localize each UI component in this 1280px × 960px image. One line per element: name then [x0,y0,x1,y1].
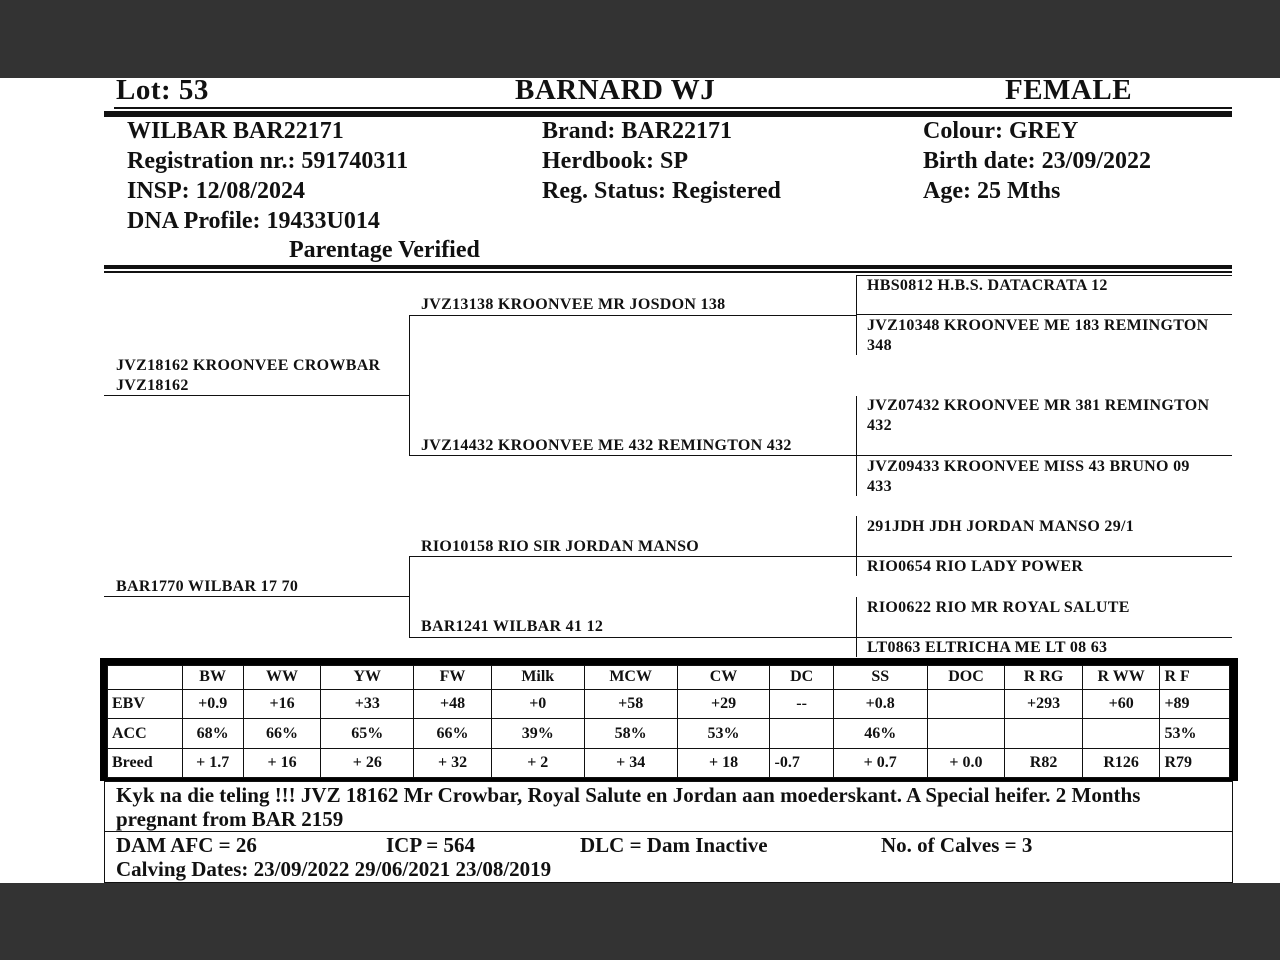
notes-divider [104,831,1232,832]
ebv-header-cell: DOC [927,666,1005,690]
ggp-line-2 [856,455,1232,456]
ebv-cell: +0.9 [182,689,243,719]
ebv-header-cell: SS [833,666,927,690]
ggp-3: JVZ07432 KROONVEE MR 381 REMINGTON 432 [867,397,1210,434]
ebv-cell [927,689,1005,719]
dna-profile: DNA Profile: 19433U014 [127,208,380,234]
ebv-cell: +29 [677,689,770,719]
acc-cell: 53% [677,719,770,749]
herdbook: Herdbook: SP [542,148,689,174]
dam-dlc: DLC = Dam Inactive [580,833,768,857]
age: Age: 25 Mths [923,178,1061,204]
ggp-2: JVZ10348 KROONVEE ME 183 REMINGTON 348 [867,317,1209,354]
breed-cell: + 1.7 [182,749,243,778]
acc-row [108,719,1230,749]
animal-name: WILBAR BAR22171 [127,118,344,144]
ebv-cell: +60 [1082,689,1160,719]
ebv-row [108,689,1230,719]
ebv-cell: +0 [491,689,584,719]
breed-cell: R79 [1160,749,1230,778]
dam-calves: No. of Calves = 3 [881,833,1033,857]
ebv-cell: +0.8 [833,689,927,719]
ggp-line-1 [856,314,1232,315]
breed-cell: + 18 [677,749,770,778]
ebv-cell: +48 [414,689,492,719]
ggp-5: 291JDH JDH JORDAN MANSO 29/1 [867,518,1135,535]
breed-row [108,749,1230,778]
sd-bracket [856,396,857,496]
ebv-cell: +58 [584,689,677,719]
ss-underline [409,315,856,316]
sex-label: FEMALE [1005,74,1133,106]
ebv-cell: +89 [1160,689,1230,719]
breed-cell: + 16 [243,749,321,778]
acc-cell: 53% [1160,719,1230,749]
ss-bracket [856,275,857,355]
ebv-header-cell: MCW [584,666,677,690]
registration-number: Registration nr.: 591740311 [127,148,409,174]
acc-cell [1005,719,1083,749]
ebv-cell: +33 [321,689,414,719]
ggp-1: HBS0812 H.B.S. DATACRATA 12 [867,277,1108,294]
ebv-cell: -- [770,689,833,719]
header-divider-thin [114,107,1232,109]
ebv-header-cell: CW [677,666,770,690]
notes-text: Kyk na die teling !!! JVZ 18162 Mr Crowbar, Royal Salute en Jordan aan moederskant. A Special heifer. 2 Months pregnant from BAR 2159 [116,783,1141,831]
ebv-table [107,665,1230,778]
breed-cell: + 2 [491,749,584,778]
breed-cell: + 26 [321,749,414,778]
ebv-header-cell: DC [770,666,833,690]
ebv-header-cell [108,666,183,690]
breed-cell: + 32 [414,749,492,778]
ds-underline [409,556,856,557]
brand: Brand: BAR22171 [542,118,733,144]
ebv-cell: +16 [243,689,321,719]
acc-cell: 66% [243,719,321,749]
pedigree-dam-sire: RIO10158 RIO SIR JORDAN MANSO [421,538,700,555]
breeder-name: BARNARD WJ [515,74,716,106]
breed-cell: -0.7 [770,749,833,778]
ebv-cell: +293 [1005,689,1083,719]
dd-bracket [856,597,857,657]
dam-icp: ICP = 564 [386,833,475,857]
ebv-header-cell: R RG [1005,666,1083,690]
dam-afc: DAM AFC = 26 [116,833,257,857]
acc-cell: 66% [414,719,492,749]
calving-dates: Calving Dates: 23/09/2022 29/06/2021 23/08/2019 [116,857,552,881]
pedigree-sire-dam: JVZ14432 KROONVEE ME 432 REMINGTON 432 [421,437,792,454]
ggp-6: RIO0654 RIO LADY POWER [867,558,1084,575]
info-divider-thick [104,265,1232,269]
ggp-4: JVZ09433 KROONVEE MISS 43 BRUNO 09 433 [867,458,1190,495]
ebv-header-cell: R WW [1082,666,1160,690]
acc-cell: 58% [584,719,677,749]
birth-date: Birth date: 23/09/2022 [923,148,1151,174]
sd-underline [409,455,856,456]
ebv-row-label: EBV [108,689,183,719]
ebv-header-cell: YW [321,666,414,690]
acc-cell [1082,719,1160,749]
dd-underline [409,637,856,638]
acc-cell: 39% [491,719,584,749]
registration-status: Reg. Status: Registered [542,178,781,204]
breed-cell: + 0.7 [833,749,927,778]
ebv-header-cell: FW [414,666,492,690]
ggp-8: LT0863 ELTRICHA ME LT 08 63 [867,639,1108,656]
acc-cell [927,719,1005,749]
sire-bracket [409,315,410,456]
ebv-header-cell: Milk [491,666,584,690]
ggp-7: RIO0622 RIO MR ROYAL SALUTE [867,599,1130,616]
dam-bracket [409,556,410,637]
pedigree-sire: JVZ18162 KROONVEE CROWBAR JVZ18162 [116,357,381,394]
acc-cell [770,719,833,749]
ebv-row-label: Breed [108,749,183,778]
acc-cell: 68% [182,719,243,749]
inspection-date: INSP: 12/08/2024 [127,178,306,204]
breed-cell: + 34 [584,749,677,778]
info-divider-thin [104,271,1232,273]
acc-cell: 46% [833,719,927,749]
acc-cell: 65% [321,719,414,749]
pedigree-dam-dam: BAR1241 WILBAR 41 12 [421,618,604,635]
ebv-header-cell: BW [182,666,243,690]
pedigree-sire-sire: JVZ13138 KROONVEE MR JOSDON 138 [421,296,726,313]
breed-cell: R82 [1005,749,1083,778]
sire-underline [104,395,409,396]
header-divider-thick [104,111,1232,117]
parentage-status: Parentage Verified [289,237,480,263]
dam-underline [104,596,409,597]
breed-cell: R126 [1082,749,1160,778]
colour: Colour: GREY [923,118,1079,144]
breed-cell: + 0.0 [927,749,1005,778]
pedigree-dam: BAR1770 WILBAR 17 70 [116,578,299,595]
ebv-header-cell: WW [243,666,321,690]
ebv-header-row [108,666,1230,690]
ds-bracket [856,516,857,576]
ebv-header-cell: R F [1160,666,1230,690]
lot-number: Lot: 53 [116,74,209,106]
ebv-row-label: ACC [108,719,183,749]
